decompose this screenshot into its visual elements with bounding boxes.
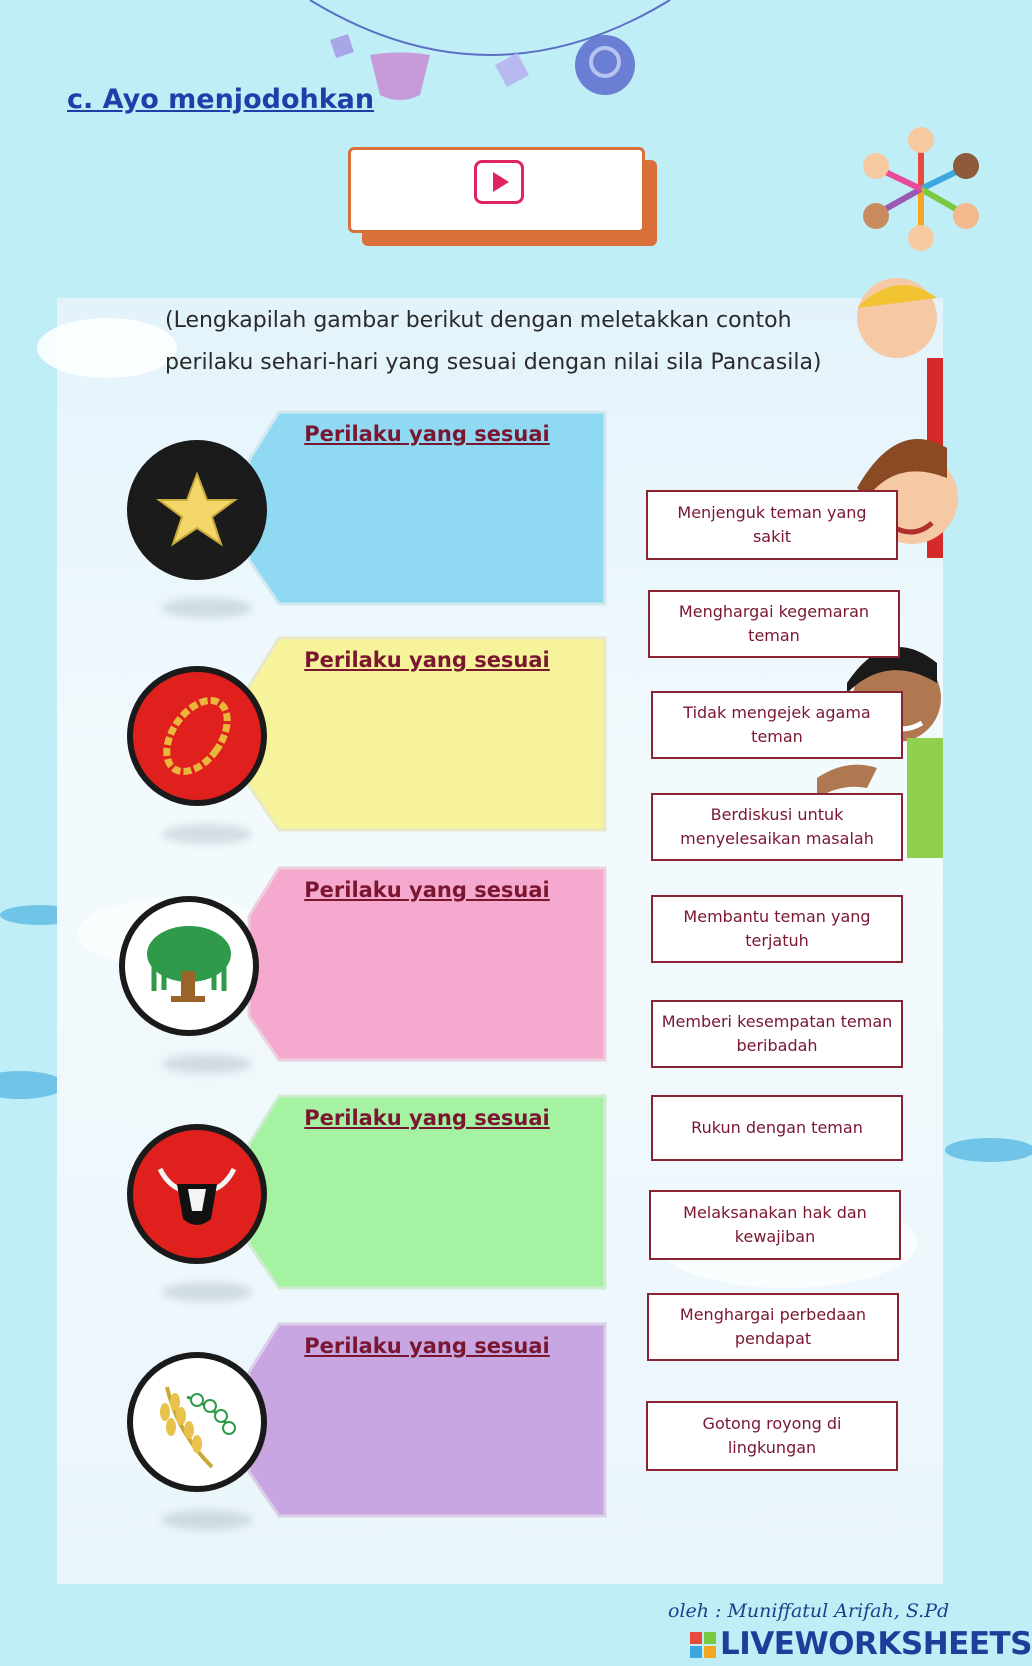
worksheet-panel: [57, 298, 943, 1584]
drop-zone-sila-1[interactable]: [277, 458, 587, 588]
answer-card[interactable]: Rukun dengan teman: [651, 1095, 903, 1161]
emblem-shadow: [162, 598, 252, 618]
instruction-text: (Lengkapilah gambar berikut dengan meletakkan contoh perilaku sehari-hari yang sesuai dengan nilai sila Pancasila): [165, 308, 822, 375]
emblem-sila-5: [127, 1352, 267, 1492]
row-sila-1: [127, 408, 607, 608]
answer-card[interactable]: Membantu teman yang terjatuh: [651, 895, 903, 963]
rice-cotton-icon: [147, 1372, 247, 1472]
section-title: c. Ayo menjodohkan: [67, 84, 375, 115]
drop-zone-sila-3[interactable]: [277, 914, 587, 1044]
banyan-tree-icon: [139, 916, 239, 1016]
row-sila-5: [127, 1320, 607, 1520]
row-sila-4: [127, 1092, 607, 1292]
row-label: Perilaku yang sesuai: [304, 1106, 550, 1130]
star-icon: [157, 470, 237, 550]
wave-decoration: [940, 1130, 1000, 1170]
chain-icon: [149, 688, 245, 784]
answer-card[interactable]: Memberi kesempatan teman beribadah: [651, 1000, 903, 1068]
drop-zone-sila-4[interactable]: [277, 1142, 587, 1272]
row-label: Perilaku yang sesuai: [304, 422, 550, 446]
emblem-sila-2: [127, 666, 267, 806]
emblem-shadow: [162, 1282, 252, 1302]
garland-decoration: [300, 0, 680, 150]
answer-card[interactable]: Tidak mengejek agama teman: [651, 691, 903, 759]
bull-head-icon: [152, 1149, 242, 1239]
row-label: Perilaku yang sesuai: [304, 648, 550, 672]
liveworksheets-brand[interactable]: LIVEWORKSHEETS: [720, 1626, 1032, 1662]
wave-decoration: [0, 1065, 60, 1105]
author-credit: oleh : Muniffatul Arifah, S.Pd: [668, 1600, 950, 1622]
kids-circle-logo: [858, 126, 984, 252]
emblem-shadow: [162, 824, 252, 844]
row-sila-3: [127, 864, 607, 1064]
liveworksheets-logo-icon: [690, 1632, 716, 1658]
emblem-sila-1: [127, 440, 267, 580]
emblem-sila-3: [119, 896, 259, 1036]
wave-decoration: [0, 900, 60, 930]
answer-card[interactable]: Gotong royong di lingkungan: [646, 1401, 898, 1471]
row-label: Perilaku yang sesuai: [304, 1334, 550, 1358]
drop-zone-sila-5[interactable]: [277, 1370, 587, 1500]
emblem-sila-4: [127, 1124, 267, 1264]
answer-card[interactable]: Menghargai kegemaran teman: [648, 590, 900, 658]
row-sila-2: [127, 634, 607, 834]
answer-card[interactable]: Melaksanakan hak dan kewajiban: [649, 1190, 901, 1260]
emblem-shadow: [162, 1510, 252, 1530]
emblem-shadow: [162, 1054, 252, 1074]
answer-card[interactable]: Menghargai perbedaan pendapat: [647, 1293, 899, 1361]
play-icon[interactable]: [474, 160, 524, 204]
answer-card[interactable]: Menjenguk teman yang sakit: [646, 490, 898, 560]
row-label: Perilaku yang sesuai: [304, 878, 550, 902]
drop-zone-sila-2[interactable]: [277, 684, 587, 814]
cloud-decoration: [37, 318, 177, 378]
answer-card[interactable]: Berdiskusi untuk menyelesaikan masalah: [651, 793, 903, 861]
